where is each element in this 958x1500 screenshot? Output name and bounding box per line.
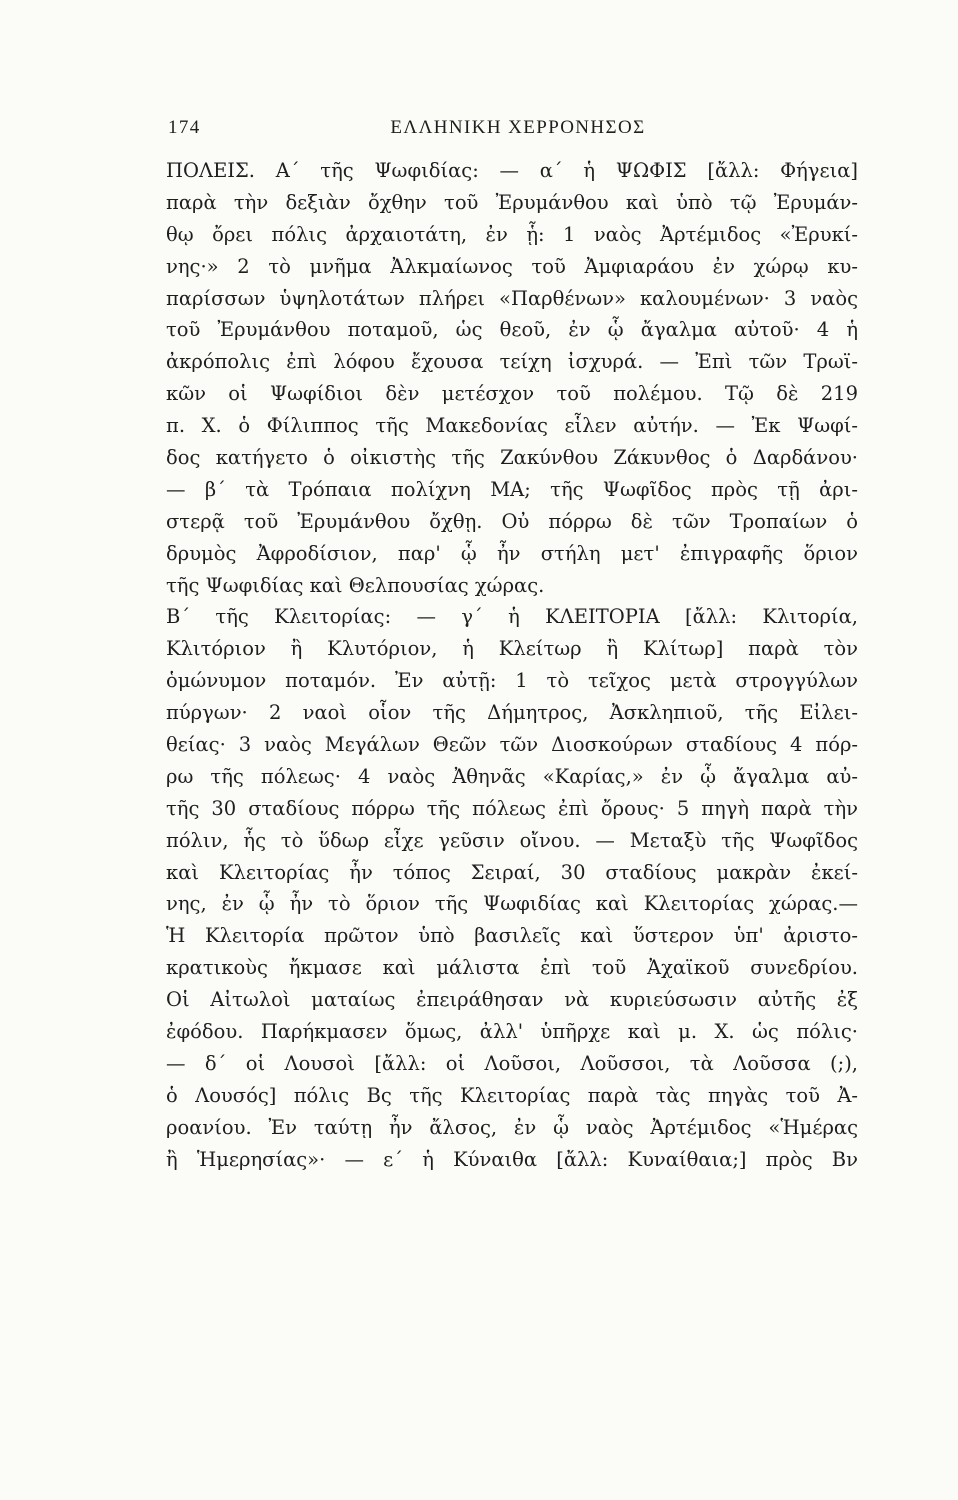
- text-line: τῆς Ψωφιδίας καὶ Θελπουσίας χώρας.: [166, 573, 545, 597]
- text-line: ὁ Λουσός] πόλις Βς τῆς Κλειτορίας παρὰ τὰς πηγὰς τοῦ Ἀ-: [166, 1083, 858, 1107]
- text-line: ἀκρόπολις ἐπὶ λόφου ἔχουσα τείχη ἰσχυρά. — Ἐπὶ τῶν Τρωϊ-: [166, 350, 858, 374]
- text-line: τοῦ Ἐρυμάνθου ποταμοῦ, ὡς θεοῦ, ἐν ᾧ ἄγαλμα αὐτοῦ· 4 ἡ: [166, 318, 858, 342]
- text-line: κρατικοὺς ἤκμασε καὶ μάλιστα ἐπὶ τοῦ Ἀχαϊκοῦ συνεδρίου.: [166, 956, 858, 980]
- text-line: ἢ Ἡμερησίας»· — ε΄ ἡ Κύναιθα [ἄλλ: Κυναίθαια;] πρὸς Βν: [166, 1147, 858, 1171]
- text-line: Ἡ Κλειτορία πρῶτον ὑπὸ βασιλεῖς καὶ ὕστερον ὑπ' ἀριστο-: [166, 924, 858, 948]
- text-line: Οἱ Αἰτωλοὶ ματαίως ἐπειράθησαν νὰ κυριεύσωσιν αὐτῆς ἐξ: [166, 988, 858, 1012]
- running-title: ΕΛΛΗΝΙΚΗ ΧΕΡΡΟΝΗΣΟΣ: [390, 117, 646, 138]
- text-line: παρὰ τὴν δεξιὰν ὄχθην τοῦ Ἐρυμάνθου καὶ ὑπὸ τῷ Ἐρυμάν-: [166, 190, 858, 214]
- text-line: τῆς 30 σταδίους πόρρω τῆς πόλεως ἐπὶ ὄρους· 5 πηγὴ παρὰ τὴν: [166, 796, 858, 820]
- text-line: — δ΄ οἱ Λουσοὶ [ἄλλ: οἱ Λοῦσοι, Λοῦσσοι, τὰ Λοῦσσα (;),: [166, 1051, 858, 1075]
- text-line: θῳ ὄρει πόλις ἀρχαιοτάτη, ἐν ᾗ: 1 ναὸς Ἀρτέμιδος «Ἐρυκί-: [166, 222, 858, 246]
- text-line: ροανίου. Ἐν ταύτῃ ἦν ἄλσος, ἐν ᾧ ναὸς Ἀρτέμιδος «Ἡμέρας: [166, 1115, 858, 1139]
- text-line: παρίσσων ὑψηλοτάτων πλήρει «Παρθένων» καλουμένων· 3 ναὸς: [166, 286, 858, 310]
- text-line: Κλιτόριον ἢ Κλυτόριον, ἡ Κλείτωρ ἢ Κλίτωρ] παρὰ τὸν: [166, 637, 858, 661]
- text-line: πύργων· 2 ναοὶ οἷον τῆς Δήμητρος, Ἀσκληπιοῦ, τῆς Εἰλει-: [166, 701, 858, 725]
- text-line: κῶν οἱ Ψωφίδιοι δὲν μετέσχον τοῦ πολέμου. Τῷ δὲ 219: [166, 382, 858, 406]
- text-line: νης·» 2 τὸ μνῆμα Ἀλκμαίωνος τοῦ Ἀμφιαράου ἐν χώρῳ κυ-: [166, 254, 858, 278]
- text-line: ἐφόδου. Παρήκμασεν ὅμως, ἀλλ' ὑπῆρχε καὶ μ. Χ. ὡς πόλις·: [166, 1020, 858, 1044]
- page-header: [168, 117, 868, 147]
- text-line: καὶ Κλειτορίας ἦν τόπος Σειραί, 30 σταδίους μακρὰν ἐκεί-: [166, 860, 858, 884]
- text-line: Β΄ τῆς Κλειτορίας: — γ΄ ἡ ΚΛΕΙΤΟΡΙΑ [ἄλλ: Κλιτορία,: [166, 605, 858, 629]
- text-line: ρω τῆς πόλεως· 4 ναὸς Ἀθηνᾶς «Καρίας,» ἐν ᾧ ἄγαλμα αὐ-: [166, 764, 858, 788]
- text-line: θείας· 3 ναὸς Μεγάλων Θεῶν τῶν Διοσκούρων σταδίους 4 πόρ-: [166, 733, 858, 757]
- text-line: π. Χ. ὁ Φίλιππος τῆς Μακεδονίας εἷλεν αὐτήν. — Ἐκ Ψωφί-: [166, 414, 858, 438]
- text-line: νης, ἐν ᾧ ἦν τὸ ὅριον τῆς Ψωφιδίας καὶ Κλειτορίας χώρας.—: [166, 892, 858, 916]
- text-line: δρυμὸς Ἀφροδίσιον, παρ' ᾧ ἦν στήλη μετ' ἐπιγραφῆς ὅριον: [166, 541, 858, 565]
- text-line: ΠΟΛΕΙΣ. Α΄ τῆς Ψωφιδίας: — α΄ ἡ ΨΩΦΙΣ [ἄλλ: Φήγεια]: [166, 159, 858, 182]
- body-text: [166, 155, 858, 1176]
- text-line: — β΄ τὰ Τρόπαια πολίχνη ΜΑ; τῆς Ψωφῖδος πρὸς τῇ ἀρι-: [166, 477, 858, 501]
- text-line: ὁμώνυμον ποταμόν. Ἐν αὐτῇ: 1 τὸ τεῖχος μετὰ στρογγύλων: [166, 669, 858, 693]
- page-number: 174: [168, 117, 201, 138]
- text-line: δος κατήγετο ὁ οἰκιστὴς τῆς Ζακύνθου Ζάκυνθος ὁ Δαρδάνου·: [166, 446, 858, 470]
- text-line: στερᾷ τοῦ Ἐρυμάνθου ὄχθῃ. Οὐ πόρρω δὲ τῶν Τροπαίων ὁ: [166, 509, 858, 533]
- text-line: πόλιν, ἧς τὸ ὕδωρ εἶχε γεῦσιν οἴνου. — Μεταξὺ τῆς Ψωφῖδος: [166, 828, 858, 852]
